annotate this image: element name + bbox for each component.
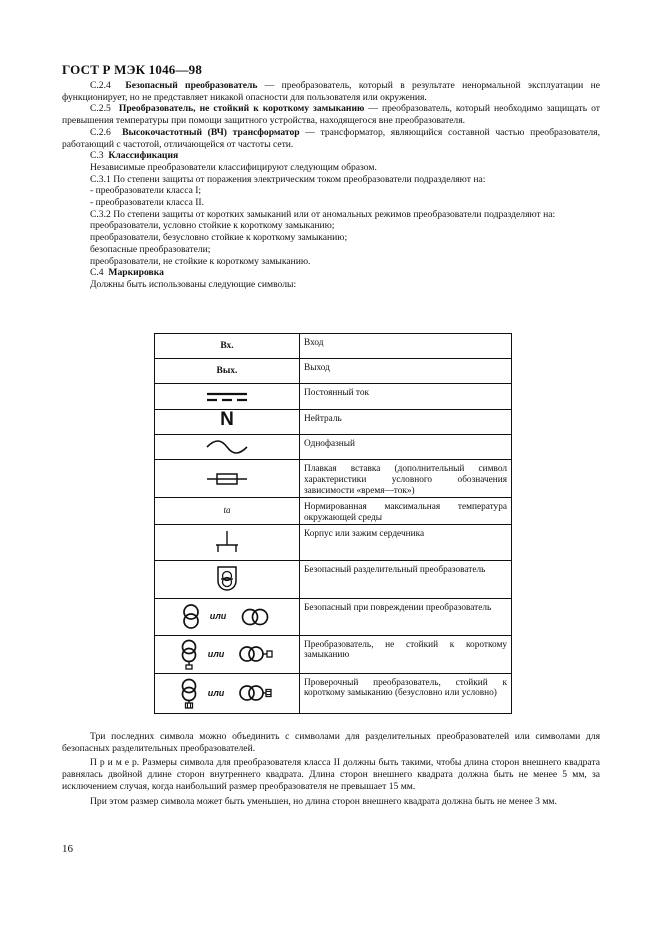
- fuse-icon: [205, 471, 249, 487]
- symbol-cell: [155, 673, 300, 713]
- table-row: [155, 410, 512, 435]
- safety-isolating-transformer-icon: [212, 564, 242, 594]
- description-cell: Преобразователь, не стойкий к короткому замыканию: [300, 635, 512, 673]
- clause-c224: [62, 80, 600, 103]
- closing-notes: [62, 731, 600, 810]
- table-row: [155, 498, 512, 525]
- symbol-cell: [155, 460, 300, 498]
- table-row: [155, 334, 512, 359]
- clause-number: С.2.4: [90, 80, 111, 91]
- description-cell: Выход: [300, 359, 512, 384]
- note-combination: Три последних символа можно объединить с символами для разделительных преобразователей или символами для безопасных разделительных преобразователей.: [62, 731, 600, 754]
- description-cell: Нейтраль: [300, 410, 512, 435]
- symbol-cell: [155, 435, 300, 460]
- symbol-cell: [155, 410, 300, 435]
- table-row: [155, 598, 512, 635]
- symbols-table: [154, 333, 512, 714]
- table-row: [155, 635, 512, 673]
- description-cell: Плавкая вставка (дополнительный символ характеристики условного обозначения зависимости «время—ток»): [300, 460, 512, 498]
- clause-number: С.2.5: [90, 103, 111, 115]
- table-row: [155, 460, 512, 498]
- c32-item-3: безопасные преобразователи;: [90, 243, 211, 255]
- c32-item-1: преобразователи, условно стойкие к короткому замыканию;: [90, 220, 335, 232]
- note-reduced-size: При этом размер символа может быть уменьшен, но длина сторон внешнего квадрата должна быть не менее 3 мм.: [90, 795, 557, 807]
- table-row: [155, 359, 512, 384]
- section-number: С.3: [90, 150, 104, 162]
- description-cell: Постоянный ток: [300, 384, 512, 410]
- table-row: [155, 524, 512, 560]
- single-phase-icon: [205, 440, 249, 454]
- chassis-ground-icon: [212, 529, 242, 555]
- symbol-cell: [155, 359, 300, 384]
- section-c4-heading: [62, 267, 600, 279]
- symbol-cell: [155, 384, 300, 410]
- c4-intro: Должны быть использованы следующие символы:: [90, 278, 297, 290]
- clause-c225: [62, 103, 600, 126]
- symbol-cell: [155, 498, 300, 525]
- clause-text: — трансформатор, являющийся составной частью преобразователя, работающий с частотой, отличающейся от частоты сети.: [62, 126, 600, 150]
- c3-intro: Независимые преобразователи классифицируют следующим образом.: [90, 161, 377, 173]
- input-label: Вх.: [220, 340, 234, 351]
- description-cell: Нормированная максимальная температура окружающей среды: [300, 498, 512, 525]
- description-cell: Однофазный: [300, 435, 512, 460]
- clause-text: — преобразователь, который в результате ненормальной эксплуатации не функционирует, но не представляет никакой опасности для пользователя или окружения.: [62, 80, 600, 103]
- document-body: [62, 80, 600, 291]
- symbol-cell: [155, 635, 300, 673]
- clause-term: Высокочастотный (ВЧ) трансформатор: [122, 126, 300, 138]
- non-short-circuit-proof-transformer-vertical-icon: [179, 638, 199, 670]
- symbol-cell: [155, 334, 300, 359]
- ambient-temperature-symbol: ta: [223, 504, 231, 515]
- page-number: 16: [62, 843, 73, 855]
- or-label: или: [207, 648, 225, 659]
- c32-item-2: преобразователи, безусловно стойкие к короткому замыканию;: [90, 232, 348, 244]
- clause-number: С.2.6: [90, 126, 111, 138]
- example-label: П р и м е р.: [90, 757, 140, 769]
- c32-item-4: преобразователи, не стойкие к короткому замыканию.: [90, 255, 311, 267]
- output-label: Вых.: [216, 365, 238, 376]
- section-number: С.4: [90, 267, 104, 279]
- clause-c32: С.3.2 По степени защиты от коротких замыканий или от аномальных режимов преобразователи подразделяют на:: [90, 208, 556, 220]
- description-cell: Вход: [300, 334, 512, 359]
- clause-text: — преобразователь, который необходимо защищать от превышения температуры при помощи защитного устройства, находящегося вне преобразователя.: [62, 103, 601, 127]
- description-cell: Корпус или зажим сердечника: [300, 524, 512, 560]
- fail-safe-transformer-vertical-icon: [181, 602, 201, 632]
- fail-safe-transformer-horizontal-icon: [239, 607, 273, 627]
- short-circuit-proof-transformer-horizontal-icon: [237, 683, 275, 703]
- table-row: [155, 384, 512, 410]
- or-label: или: [207, 687, 225, 698]
- symbol-cell: [155, 524, 300, 560]
- section-title: Маркировка: [108, 267, 164, 279]
- non-short-circuit-proof-transformer-horizontal-icon: [237, 644, 275, 664]
- symbol-cell: [155, 560, 300, 598]
- c31-item-1: - преобразователи класса I;: [90, 185, 202, 197]
- symbol-cell: [155, 598, 300, 635]
- neutral-icon: N: [220, 409, 234, 431]
- clause-c31: С.3.1 По степени защиты от поражения электрическим током преобразователи подразделяют на:: [90, 173, 486, 185]
- description-cell: Безопасный при повреждении преобразователь: [300, 598, 512, 635]
- note-example: [62, 757, 600, 792]
- section-title: Классификация: [108, 150, 179, 162]
- or-label: или: [209, 611, 227, 622]
- document-header: ГОСТ Р МЭК 1046—98: [62, 62, 203, 77]
- direct-current-icon: [205, 390, 249, 404]
- description-cell: Проверочный преобразователь, стойкий к короткому замыканию (безусловно или условно): [300, 673, 512, 713]
- clause-term: Преобразователь, не стойкий к короткому замыканию: [118, 103, 365, 115]
- short-circuit-proof-transformer-vertical-icon: [179, 677, 199, 709]
- example-text: Размеры символа для преобразователя класса II должны быть такими, чтобы длина сторон внешнего квадрата равнялась двойной длине сторон внутреннего квадрата. Длина сторон внешнего квадрата должна быть не менее 5 мм, за исключением случая, когда наибольший размер преобразователя не превышает 15 мм.: [62, 757, 600, 792]
- table-row: [155, 435, 512, 460]
- clause-term: Безопасный преобразователь: [125, 80, 258, 91]
- c31-item-2: - преобразователи класса II.: [90, 197, 205, 209]
- table-row: [155, 560, 512, 598]
- table-row: [155, 673, 512, 713]
- clause-c226: [62, 127, 600, 150]
- description-cell: Безопасный разделительный преобразователь: [300, 560, 512, 598]
- section-c3-heading: [62, 150, 600, 162]
